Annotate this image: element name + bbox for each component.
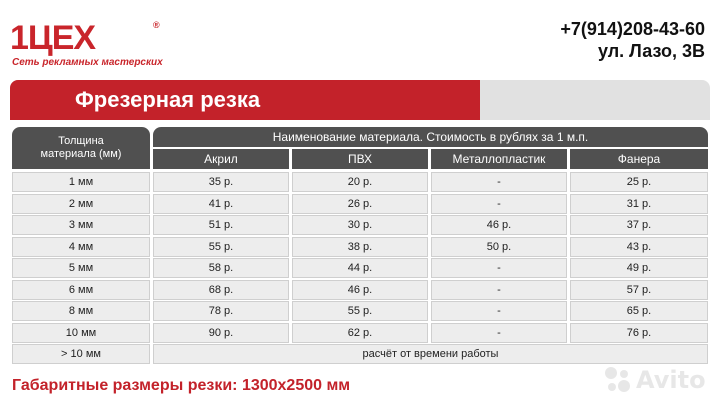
row-thickness: 5 мм [12,258,150,278]
page-title: Фрезерная резка [75,87,261,112]
price-cell-plywood: 65 р. [570,301,708,321]
price-cell-metal-plastic: - [431,194,567,214]
watermark-text: Avito [636,366,706,394]
price-cell-acrylic: 51 р. [153,215,289,235]
thickness-header-line-2: материала (мм) [40,148,122,160]
avito-logo-icon [602,364,634,396]
price-cell-plywood: 31 р. [570,194,708,214]
price-cell-acrylic: 90 р. [153,323,289,343]
row-thickness: 1 мм [12,172,150,192]
price-cell-plywood: 57 р. [570,280,708,300]
row-thickness: 6 мм [12,280,150,300]
price-cell-metal-plastic: - [431,301,567,321]
row-thickness: 2 мм [12,194,150,214]
price-cell-acrylic: 78 р. [153,301,289,321]
price-cell-pvc: 46 р. [292,280,428,300]
price-cell-pvc: 62 р. [292,323,428,343]
cutting-dimensions-note: Габаритные размеры резки: 1300х2500 мм [12,377,351,394]
column-header-pvc: ПВХ [292,149,428,169]
price-cell-plywood: 76 р. [570,323,708,343]
row-thickness: 4 мм [12,237,150,257]
last-row-note: расчёт от времени работы [153,344,708,364]
price-cell-metal-plastic: - [431,280,567,300]
thickness-header [12,127,150,169]
avito-watermark [602,364,706,396]
last-row-thickness: > 10 мм [12,344,150,364]
price-cell-pvc: 38 р. [292,237,428,257]
price-cell-plywood: 37 р. [570,215,708,235]
price-cell-acrylic: 41 р. [153,194,289,214]
phone-number: +7(914)208-43-60 [560,19,705,39]
logo-registered-mark: ® [153,20,160,30]
logo [10,20,170,68]
row-thickness: 8 мм [12,301,150,321]
price-cell-pvc: 55 р. [292,301,428,321]
contacts [560,18,705,62]
price-cell-pvc: 26 р. [292,194,428,214]
price-cell-metal-plastic: - [431,323,567,343]
column-header-acrylic: Акрил [153,149,289,169]
row-thickness: 3 мм [12,215,150,235]
logo-mark: 1ЦЕХ [10,19,96,57]
price-cell-pvc: 30 р. [292,215,428,235]
price-cell-acrylic: 58 р. [153,258,289,278]
thickness-header-line-1: Толщина [58,135,104,147]
price-cell-pvc: 20 р. [292,172,428,192]
price-cell-acrylic: 55 р. [153,237,289,257]
price-cell-metal-plastic: 50 р. [431,237,567,257]
price-cell-acrylic: 68 р. [153,280,289,300]
row-thickness: 10 мм [12,323,150,343]
price-cell-acrylic: 35 р. [153,172,289,192]
price-cell-pvc: 44 р. [292,258,428,278]
price-cell-metal-plastic: 46 р. [431,215,567,235]
price-cell-plywood: 49 р. [570,258,708,278]
column-header-plywood: Фанера [570,149,708,169]
column-header-metal-plastic: Металлопластик [431,149,567,169]
price-cell-metal-plastic: - [431,172,567,192]
address: ул. Лазо, 3В [597,41,705,61]
logo-subtitle: Сеть рекламных мастерских [12,57,163,68]
price-cell-plywood: 25 р. [570,172,708,192]
price-cell-plywood: 43 р. [570,237,708,257]
price-cell-metal-plastic: - [431,258,567,278]
material-group-header: Наименование материала. Стоимость в рублях за 1 м.п. [153,127,708,147]
